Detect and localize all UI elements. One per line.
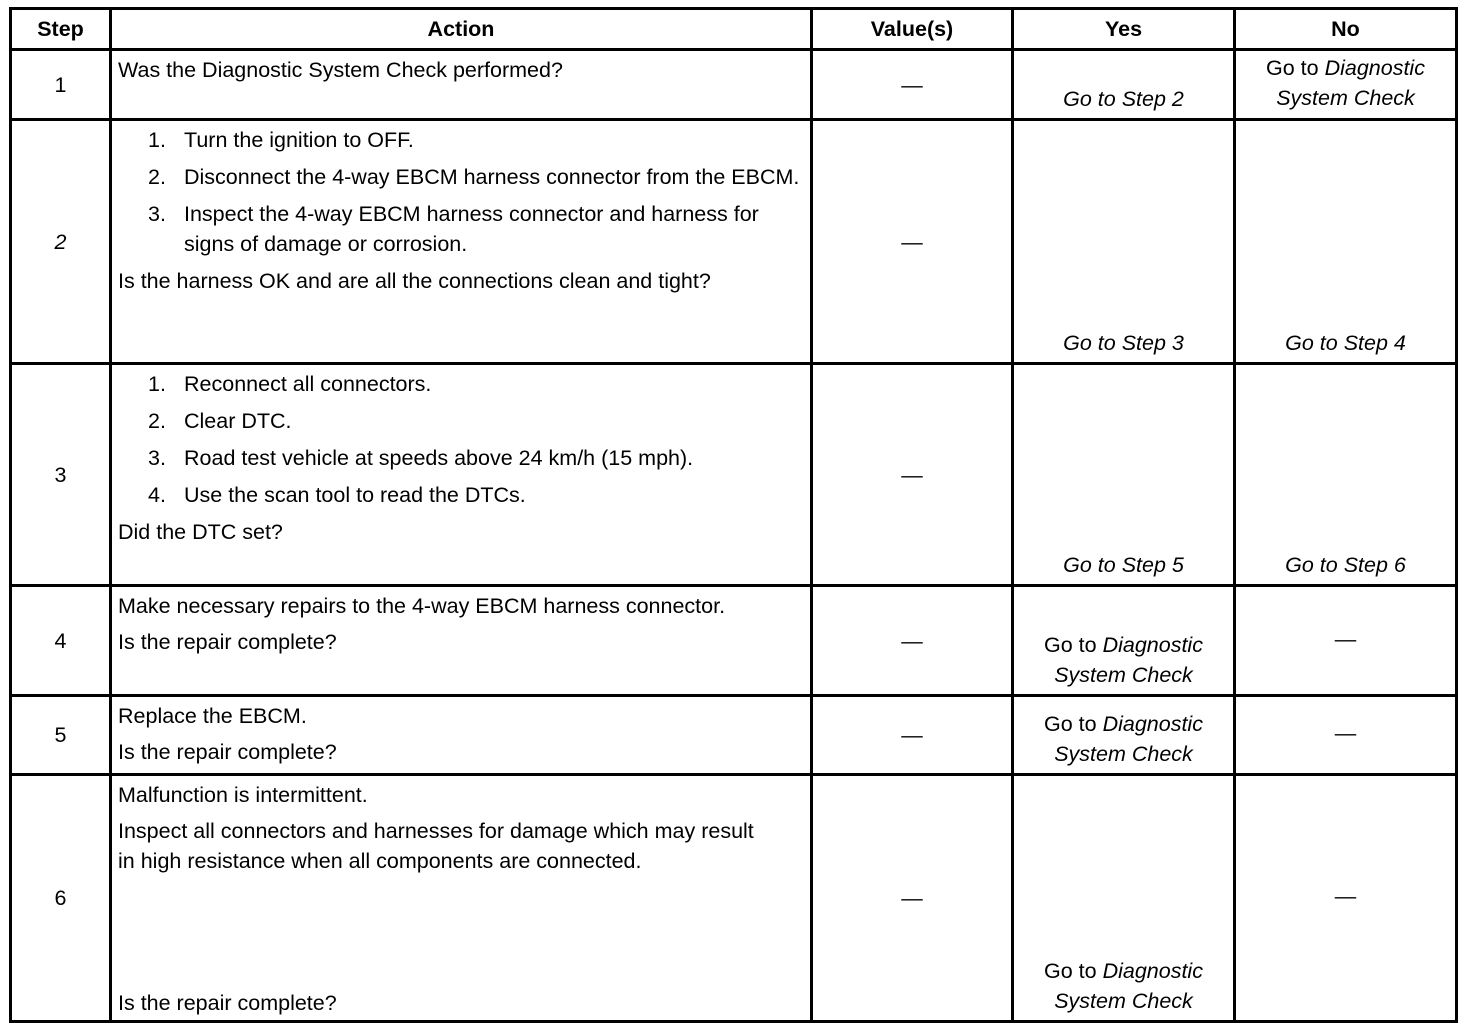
- yes-prefix: Go to: [1044, 712, 1103, 736]
- list-item: 1. Turn the ignition to OFF.: [148, 128, 414, 152]
- no-cell: [1235, 120, 1457, 364]
- action-statement-detail: Inspect all connectors and harnesses for damage which may result in high resistance when all components are connected.: [118, 819, 754, 873]
- action-cell: [111, 50, 812, 120]
- no-cell: [1235, 50, 1457, 120]
- action-cell: [111, 364, 812, 586]
- no-prefix: Go to: [1266, 56, 1325, 80]
- list-item: 3. Inspect the 4-way EBCM harness connector and harness for signs of damage or corrosion.: [148, 202, 759, 256]
- step-number: 6: [11, 775, 111, 1022]
- yes-cell: [1013, 120, 1235, 364]
- action-steps-list: [118, 369, 804, 510]
- no-link: Diagnostic System Check: [1276, 56, 1425, 110]
- action-question: Was the Diagnostic System Check performed?: [118, 58, 563, 82]
- header-row: [11, 9, 1457, 50]
- header-yes: Yes: [1013, 9, 1235, 50]
- table-row-step-3: [11, 364, 1457, 586]
- value-cell: —: [812, 775, 1013, 1022]
- value-cell: —: [812, 120, 1013, 364]
- yes-link: Diagnostic System Check: [1054, 959, 1203, 1013]
- step-number: 4: [11, 586, 111, 696]
- value-cell: —: [812, 696, 1013, 775]
- no-link: Go to Step 6: [1285, 553, 1406, 577]
- step-number: 3: [11, 364, 111, 586]
- yes-link: Diagnostic System Check: [1054, 633, 1203, 687]
- no-link: Go to Step 4: [1285, 331, 1406, 355]
- step-number: 1: [11, 50, 111, 120]
- action-question: Is the repair complete?: [118, 991, 337, 1015]
- table-row-step-4: [11, 586, 1457, 696]
- table-row-step-6: [11, 775, 1457, 1022]
- action-cell: [111, 696, 812, 775]
- list-item: 2. Disconnect the 4-way EBCM harness connector from the EBCM.: [148, 165, 800, 189]
- action-question: Did the DTC set?: [118, 520, 283, 544]
- table-row-step-2: [11, 120, 1457, 364]
- list-item: 2. Clear DTC.: [148, 409, 292, 433]
- yes-link: Go to Step 5: [1063, 553, 1184, 577]
- yes-cell: [1013, 586, 1235, 696]
- yes-cell: [1013, 364, 1235, 586]
- table-row-step-1: [11, 50, 1457, 120]
- action-question: Is the repair complete?: [118, 740, 337, 764]
- header-no: No: [1235, 9, 1457, 50]
- no-cell: —: [1235, 586, 1457, 696]
- action-statement: Replace the EBCM.: [118, 704, 307, 728]
- header-values: Value(s): [812, 9, 1013, 50]
- action-question: Is the repair complete?: [118, 630, 337, 654]
- table-row-step-5: [11, 696, 1457, 775]
- action-cell: [111, 120, 812, 364]
- no-cell: [1235, 364, 1457, 586]
- step-number: 2: [11, 120, 111, 364]
- action-statement: Make necessary repairs to the 4-way EBCM harness connector.: [118, 594, 726, 618]
- value-cell: —: [812, 50, 1013, 120]
- yes-link: Diagnostic System Check: [1054, 712, 1203, 766]
- yes-link: Go to Step 2: [1063, 87, 1184, 111]
- yes-link: Go to Step 3: [1063, 331, 1184, 355]
- yes-cell: [1013, 696, 1235, 775]
- header-step: Step: [11, 9, 111, 50]
- list-item: 1. Reconnect all connectors.: [148, 372, 432, 396]
- list-item: 4. Use the scan tool to read the DTCs.: [148, 483, 526, 507]
- value-cell: —: [812, 364, 1013, 586]
- step-number: 5: [11, 696, 111, 775]
- value-cell: —: [812, 586, 1013, 696]
- header-action: Action: [111, 9, 812, 50]
- action-statement: Malfunction is intermittent.: [118, 783, 368, 807]
- no-cell: —: [1235, 775, 1457, 1022]
- yes-prefix: Go to: [1044, 633, 1103, 657]
- action-steps-list: [118, 125, 804, 259]
- action-cell: [111, 586, 812, 696]
- action-question: Is the harness OK and are all the connections clean and tight?: [118, 269, 711, 293]
- action-cell: [111, 775, 812, 1022]
- list-item: 3. Road test vehicle at speeds above 24 km/h (15 mph).: [148, 446, 694, 470]
- yes-prefix: Go to: [1044, 959, 1103, 983]
- yes-cell: [1013, 50, 1235, 120]
- diagnostic-table: [9, 7, 1458, 1023]
- yes-cell: [1013, 775, 1235, 1022]
- no-cell: —: [1235, 696, 1457, 775]
